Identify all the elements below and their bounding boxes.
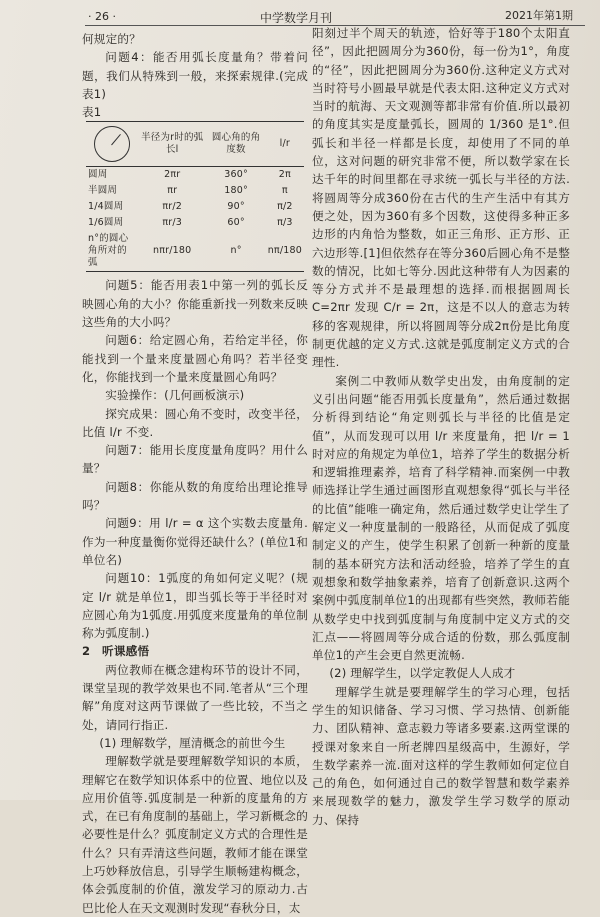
table-header-cell: 圆心角的角度数 xyxy=(206,122,265,167)
table-cell: 2πr xyxy=(164,169,181,181)
table-cell: nπr/180 xyxy=(138,231,206,272)
question-6: 问题6：给定圆心角，若给定半径，你能找到一个量来度量圆心角吗？若半径变化，你能找到一个量来度量圆心角吗？ xyxy=(82,333,308,384)
page-header xyxy=(0,0,600,26)
table-header-cell: l/r xyxy=(266,122,304,167)
question-10: 问题10：1弧度的角如何定义呢？(规定 l/r 就是单位1，即当弧长等于半径时对应圆心角为1弧度.用弧度来度量角的单位制称为弧度制.) xyxy=(82,571,308,641)
table-cell: 360° xyxy=(224,169,248,181)
table-cell: 90° xyxy=(227,201,245,213)
paragraph: 阳刻过半个周天的轨迹，恰好等于180个太阳直径”，因此把圆周分为360份，每一份为1°，角度的“径”，因此把圆周分为360份.这种定义方式对当时符号小圆最早就是代表太阳.这种定义方式对当时的航海、天文观测等都非常有价值.所以最初的角度其实是度量弧长，圆周的 1/360 是1°.但弧长和半径一样都是长度，却使用了不同的单位，这对问题的研究非常不便，所以数学家在长达千年的时间里都在寻求统一弧长与半径的方法.将圆周等分成360份在古代的生产生活中有其方便之处，因为360有多个因数，这使得多种正多边形的内角恰为整数，如正三角形、正方形、正六边形等.[1]但依然存在等分360后圆心角不是整数的情况，比如七等分.因此这种带有人为因素的等分方式并不是最理想的选择.而根据圆周长 C=2πr 发现 C/r = 2π，这是不以人的意志为转移的客观规律，所以将圆周等分成2π份是比角度制更优越的定义方式.这就是弧度制定义方式的合理性. xyxy=(312,26,570,370)
table-row xyxy=(86,167,304,184)
table-cell: 1/6圆周 xyxy=(88,217,124,229)
page-number: · 26 · xyxy=(88,10,116,23)
table-row xyxy=(86,215,304,231)
circle-diagram-cell xyxy=(86,122,138,167)
table-cell: πr/3 xyxy=(162,217,183,229)
table-cell: π/3 xyxy=(277,217,293,229)
section-heading: 2 听课感悟 xyxy=(82,644,150,659)
subsection-heading: (1) 理解数学，厘清概念的前世今生 xyxy=(99,735,286,750)
paragraph: 案例二中教师从数学史出发，由角度制的定义引出问题“能否用弧长度量角”，然后通过数据分析得到结论“角定则弧长与半径的比值是定值”，从而发现可以用 l/r 来度量角，把 l/r = 1 时对应的角规定为单位1，培养了学生的数据分析和逻辑推理素养，培育了科学精神.而案例一中教师选择让学生通过画图形直观想象得“弧长与半径的比值”能唯一确定角，然后通过数学史让学生了解定义一种度量制的一般路径，从而促成了弧度制定义的产生，使学生积累了创新一种新的度量制的基本研究方法和活动经验，培养了学生的直观想象和数学抽象素养，培育了创新意识.这两个案例中弧度制单位1的出现都有些突然，教师若能从数学史中找到弧度制与角度制中定义方式的交汇点——将圆周等分成合适的份数，那么弧度制单位1的产生会更自然更流畅. xyxy=(312,373,570,663)
issue-label: 2021年第1期 xyxy=(505,9,573,22)
table-cell: 圆周 xyxy=(88,169,108,181)
question-4: 问题4：能否用弧长度量角？带着问题，我们从特殊到一般，来探索规律.(完成表1) xyxy=(82,50,308,101)
table-header-row xyxy=(86,122,304,167)
table-cell: π xyxy=(281,185,288,197)
circle-diagram-icon xyxy=(94,126,130,162)
table-header-cell: 半径为r时的弧长l xyxy=(138,122,206,167)
table-cell: 180° xyxy=(224,185,248,197)
table-cell: 1/4圆周 xyxy=(88,201,124,213)
table-cell: 60° xyxy=(227,217,245,229)
table-cell: n° xyxy=(206,231,265,272)
subsection-heading: (2) 理解学生，以学定教促人人成才 xyxy=(329,666,516,681)
table-cell: 2π xyxy=(278,169,291,181)
question-9: 问题9：用 l/r = α 这个实数去度量角.作为一种度量衡你觉得还缺什么？(单位1和单位名) xyxy=(82,516,308,567)
paragraph: 理解数学就是要理解数学知识的本质，理解它在数学知识体系中的位置、地位以及应用价值等.弧度制是一种新的度量角的方式，在已有角度制的基础上，学习新概念的必要性是什么？弧度制定义方式的合理性是什么？只有弄清这些问题，教师才能在课堂上巧妙释放信息，引导学生顺畅建构概念，体会弧度制的价值，激发学习的原动力.古巴比伦人在天文观测时发现“春秋分日，太 xyxy=(82,754,308,915)
table-cell: 半圆周 xyxy=(88,185,118,197)
question-7: 问题7：能用长度度量角度吗？用什么量？ xyxy=(82,443,308,476)
table-1 xyxy=(86,121,304,272)
left-column xyxy=(82,30,308,917)
right-column xyxy=(312,24,570,829)
table-cell: πr/2 xyxy=(162,201,183,213)
question-5: 问题5：能否用表1中第一列的弧长反映圆心角的大小？你能重新找一列数来反映这些角的大小吗？ xyxy=(82,278,308,330)
paragraph: 理解学生就是要理解学生的学习心理，包括学生的知识储备、学习习惯、学习热情、创新能力、团队精神、意志毅力等诸多要素.这两堂课的授课对象来自一所老牌四星级高中，生源好，学生数学素养一流.面对这样的学生教师如何定位自己的角色，如何通过自己的数学智慧和数学素养来展现数学的魅力，激发学生学习数学的原动力、保持 xyxy=(312,684,570,827)
table-caption: 表1 xyxy=(82,105,102,120)
table-row xyxy=(86,199,304,215)
paragraph: 两位教师在概念建构环节的设计不同，课堂呈现的教学效果也不同.笔者从“三个理解”角度对这两节课做了一些比较，不当之处，请同行指正. xyxy=(82,662,308,732)
experiment-note: 实验操作：(几何画板演示) xyxy=(105,388,245,403)
table-row xyxy=(86,231,304,272)
question-8: 问题8：你能从数的角度给出理论推导吗？ xyxy=(82,479,308,513)
table-row xyxy=(86,183,304,199)
table-cell: n°的圆心角所对的弧 xyxy=(86,231,138,272)
exploration-result: 探究成果：圆心角不变时，改变半径，比值 l/r 不变. xyxy=(82,406,308,439)
journal-title: 中学数学月刊 xyxy=(260,11,333,25)
paragraph: 何规定的？ xyxy=(82,32,141,46)
table-cell: π/2 xyxy=(277,201,293,213)
table-cell: πr xyxy=(167,185,178,197)
table-cell: nπ/180 xyxy=(266,231,304,272)
